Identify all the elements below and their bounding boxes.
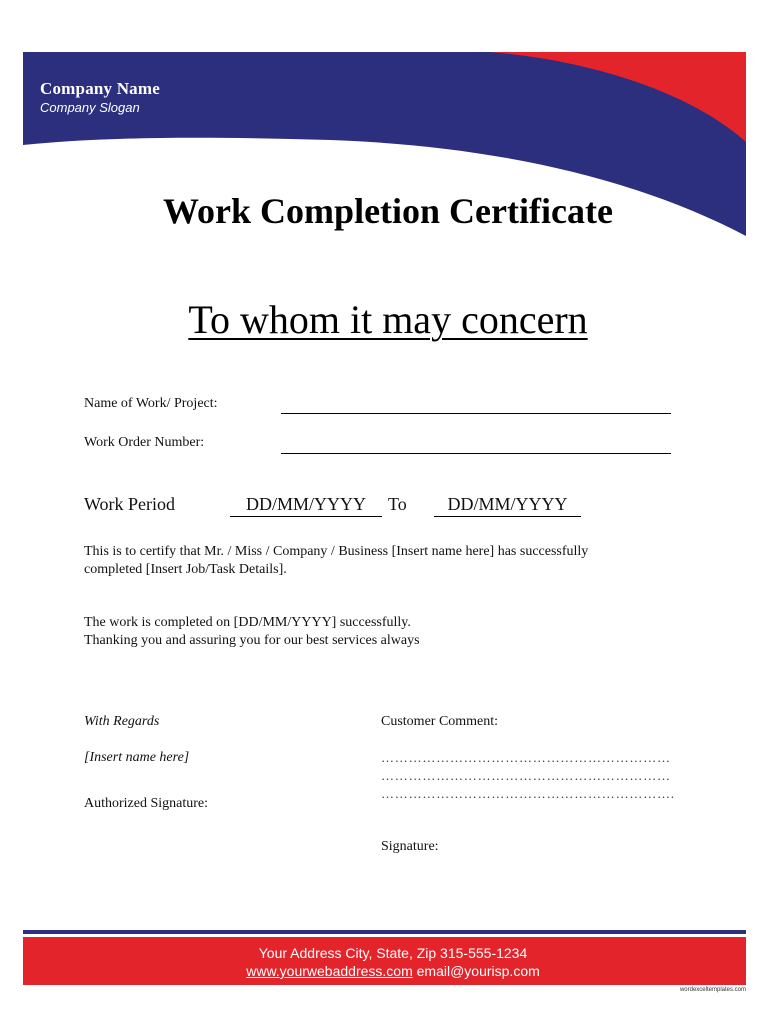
work-period-label: Work Period [84,494,176,514]
authorized-signature-label: Authorized Signature: [84,796,209,811]
company-name: Company Name [40,79,160,98]
signer-name-placeholder: [Insert name here] [84,750,190,765]
completion-paragraph [84,614,694,650]
footer-email: email@yourisp.com [416,963,540,979]
comment-line-1[interactable]: ……………………………………………………… [381,750,671,765]
salutation-heading [0,296,768,343]
customer-signature-label: Signature: [381,839,439,854]
certify-line-1: This is to certify that Mr. / Miss / Company / Business [Insert name here] has successfully [84,544,589,559]
certify-line-2: completed [Insert Job/Task Details]. [84,562,287,577]
comment-line-3[interactable]: ………………………………………………………. [381,786,675,801]
salutation-text: To whom it may concern [188,297,588,342]
footer-contact [0,944,768,980]
watermark-text: wordexceltemplates.com [679,987,746,993]
company-slogan: Company Slogan [40,100,140,115]
footer-website-link[interactable]: www.yourwebaddress.com [246,963,413,979]
comment-line-2[interactable]: ……………………………………………………… [381,768,671,783]
name-of-work-label: Name of Work/ Project: [84,396,218,411]
work-period-to-label: To [388,494,407,514]
customer-comment-label: Customer Comment: [381,714,499,729]
footer-navy-stripe [23,930,746,934]
footer-web-email-line [0,962,768,980]
name-of-work-line[interactable] [281,413,671,414]
work-order-label: Work Order Number: [84,435,205,450]
work-order-line[interactable] [281,453,671,454]
completed-line: The work is completed on [DD/MM/YYYY] successfully. [84,615,411,630]
work-period-to-field[interactable]: DD/MM/YYYY [434,494,581,517]
thanks-line: Thanking you and assuring you for our best services always [84,633,420,648]
work-period-from-field[interactable]: DD/MM/YYYY [230,494,382,517]
certify-paragraph [84,543,694,579]
with-regards-text: With Regards [84,714,160,729]
footer-address: Your Address City, State, Zip 315-555-1234 [258,945,528,961]
certificate-title: Work Completion Certificate [163,191,613,231]
